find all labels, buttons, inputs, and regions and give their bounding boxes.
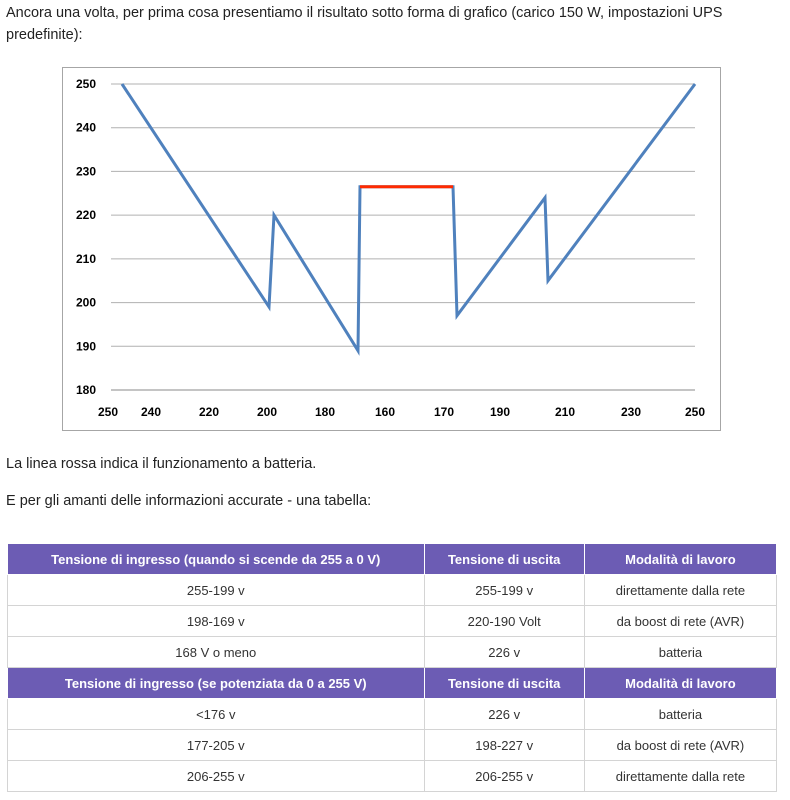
y-tick-label: 240: [75, 120, 96, 135]
table-row: [8, 606, 777, 637]
x-tick-label: 200: [256, 405, 278, 419]
x-tick-label: 240: [140, 405, 162, 419]
cell-input: 206-255 v: [8, 761, 425, 792]
table-row: [8, 730, 777, 761]
cell-input: 168 V o meno: [8, 637, 425, 668]
y-tick-label: 200: [75, 295, 96, 310]
cell-output: 226 v: [424, 637, 584, 668]
cell-mode: direttamente dalla rete: [584, 761, 776, 792]
x-tick-label: 250: [684, 405, 706, 419]
table-header-row: [8, 544, 777, 575]
table-row: [8, 575, 777, 606]
y-tick-label: 180: [75, 383, 96, 397]
y-tick-label: 230: [75, 164, 96, 179]
cell-output: 206-255 v: [424, 761, 584, 792]
battery-note-paragraph: La linea rossa indica il funzionamento a batteria.: [6, 456, 317, 472]
cell-input: 198-169 v: [8, 606, 425, 637]
cell-output: 198-227 v: [424, 730, 584, 761]
y-tick-label: 210: [75, 251, 96, 266]
cell-mode: da boost di rete (AVR): [584, 730, 776, 761]
chart: [62, 67, 721, 431]
cell-input: <176 v: [8, 699, 425, 730]
table-intro-paragraph: E per gli amanti delle informazioni accurate - una tabella:: [6, 493, 372, 509]
header-output-voltage: Tensione di uscita: [424, 668, 584, 699]
header-work-mode: Modalità di lavoro: [584, 668, 776, 699]
voltage-table: [7, 543, 777, 792]
y-tick-label: 190: [75, 339, 96, 354]
voltage-series-line: [122, 84, 695, 351]
header-work-mode: Modalità di lavoro: [584, 544, 776, 575]
intro-paragraph: Ancora una volta, per prima cosa presentiamo il risultato sotto forma di grafico (carico 150 W, impostazioni UPS predefinite):: [6, 5, 723, 43]
x-tick-label: 160: [374, 405, 396, 419]
cell-mode: da boost di rete (AVR): [584, 606, 776, 637]
table-row: [8, 637, 777, 668]
x-tick-label: 190: [489, 405, 511, 419]
cell-output: 220-190 Volt: [424, 606, 584, 637]
header-input-voltage: Tensione di ingresso (quando si scende da 255 a 0 V): [8, 544, 425, 575]
x-tick-label: 250: [97, 405, 119, 419]
table-row: [8, 699, 777, 730]
cell-mode: batteria: [584, 637, 776, 668]
cell-input: 177-205 v: [8, 730, 425, 761]
cell-mode: batteria: [584, 699, 776, 730]
header-input-voltage: Tensione di ingresso (se potenziata da 0 a 255 V): [8, 668, 425, 699]
chart-svg: [63, 68, 720, 430]
header-output-voltage: Tensione di uscita: [424, 544, 584, 575]
x-tick-label: 230: [620, 405, 642, 419]
table-row: [8, 761, 777, 792]
y-tick-label: 250: [75, 77, 96, 91]
x-tick-label: 180: [314, 405, 336, 419]
table-header-row: [8, 668, 777, 699]
cell-mode: direttamente dalla rete: [584, 575, 776, 606]
cell-output: 226 v: [424, 699, 584, 730]
x-tick-label: 210: [554, 405, 576, 419]
x-tick-label: 220: [198, 405, 220, 419]
cell-output: 255-199 v: [424, 575, 584, 606]
y-tick-label: 220: [75, 208, 96, 223]
cell-input: 255-199 v: [8, 575, 425, 606]
x-tick-label: 170: [433, 405, 455, 419]
